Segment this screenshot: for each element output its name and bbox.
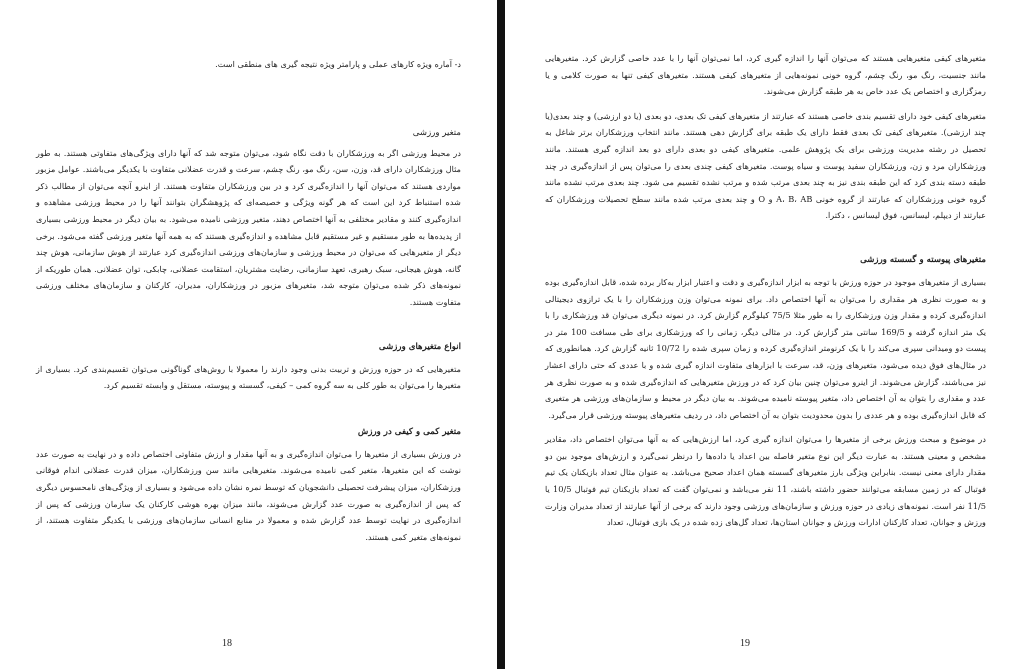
page-number: 19 [740,638,750,649]
page-number: 18 [222,638,232,649]
section-continuous-title: متغیرهای پیوسته و گسسته ورزشی [860,254,986,265]
section-types-title: انواع متغیرهای ورزشی [378,341,461,352]
section-quant-body: در ورزش بسیاری از متغیرها را می‌توان اندازه‌گیری و به آنها مقدار و ارزش متفاوتی اختصاص داده و در نهایت به صورت عدد نوشت که این متغیرها، متغیر کمی نامیده می‌شوند. متغیرهایی مانند سن ورزشکاران، میزان قدرت عضلانی اندام فوقانی ورزشکاران، میزان پیشرفت تحصیلی دانشجویان که توسط نمره نشان داده می‌شود و بسیاری از ویژگی‌های نامحسوس دیگری که پس از اندازه‌گیری به صورت عدد گزارش می‌شوند، مانند میزان بهره هوشی کارکنان یک سازمان ورزشی که پس از اندازه‌گیری در نهایت توسط عدد گزارش شده و معمولا در منابع انسانی سازمان‌های ورزشی با یکدیگر متفاوت هستند، از نمونه‌های متغیر کمی هستند. [36,448,461,542]
section-variable-body: در محیط ورزشی اگر به ورزشکاران با دقت نگاه شود، می‌توان متوجه شد که آنها دارای ویژگی‌های متفاوتی هستند. به طور مثال ورزشکاران دارای قد، وزن، سن، رنگ مو، رنگ چشم، سرعت و قدرت عضلانی متفاوت با یکدیگر می‌باشند. عوامل مزبور مواردی هستند که می‌توان آنها را اندازه‌گیری کرد و در بین ورزشکاران متفاوت هستند. از اینرو آنچه می‌توان از مطالب ذکر شده استنباط کرد این است که هر گونه ویژگی و خصیصه‌ای که پژوهشگران بتوانند آنها را در محیط ورزشی مشاهده و اندازه‌گیری کنند و مقادیر مختلفی به آنها اختصاص دهند، متغیر ورزشی نامیده می‌شود. به بیان دیگر در محیط ورزشی بسیاری از پدیده‌ها به طور مستقیم و غیر مستقیم قابل مشاهده و اندازه‌گیری هستند که به همه آنها متغیر ورزشی گفته می‌شود. برخی دیگر از متغیرهایی که می‌توان در محیط ورزشی و سازمان‌های ورزشی اندازه‌گیری کرد عبارتند از هوش سازمانی، هوش چند گانه، هوش هیجانی، سبک رهبری، تعهد سازمانی، رضایت مشتریان، استقامت عضلانی، چابکی، توان عضلانی. همان طوریکه از نمونه‌های ذکر شده می‌توان متوجه شد، متغیرهای مزبور در ورزشکاران، مدیران، کارکنان و سازمان‌های مختلف ورزشی متفاوت هستند. [36,147,461,307]
para-discrete: در موضوع و مبحث ورزش برخی از متغیرها را می‌توان اندازه گیری کرد، اما ارزش‌هایی که به آنها می‌توان اختصاص داد، مقادیر مشخص و معینی هستند. به عبارت دیگر این نوع متغیر فاصله بین اعداد یا داده‌ها را درنظر نمی‌گیرد و ارزش‌های موجود بین دو مقدار دارای معنی نیست. بنابراین ویژگی بارز متغیرهای گسسته همان اعداد صحیح می‌باشد. به عنوان مثال تعداد بازیکنان یک تیم فوتبال که در زمین مسابقه می‌توانند حضور داشته باشند، 11 نفر می‌باشد و نمی‌توان گفت که تعداد بازیکنان تیم فوتبال 10/5 یا 11/5 نفر است. نمونه‌های زیادی در حوزه ورزش و سازمان‌های ورزشی وجود دارند که برخی از آنها عبارتند از تعداد مدیران وزارت ورزش و جوانان، تعداد کارکنان ادارات ورزش و جوانان استان‌ها، تعداد گل‌های زده شده در یک بازی فوتبال، تعداد [545,434,986,528]
section-quant-title: متغیر کمی و کیفی در ورزش [357,426,461,437]
intro-line: د- آماره ویژه کارهای عملی و پارامتر ویژه نتیجه گیری های منطقی است. [215,59,461,69]
right-page [505,0,1024,669]
para-categories: متغیرهای کیفی خود دارای تقسیم بندی خاصی هستند که عبارتند از متغیرهای کیفی تک بعدی، دو بعدی (یا دو ارزشی) و چند بعدی(یا چند ارزشی). متغیرهای کیفی تک بعدی فقط دارای یک طبقه برای گزارش دهی هستند. مانند انتخاب ورزشکاران برتر شاغل به تحصیل در رشته مدیریت ورزشی برای یک پژوهش علمی. متغیرهای کیفی دو بعدی دارای دو بعد اندازه گیری هستند. مانند ورزشکاران مرد و زن، ورزشکاران سفید پوست و سیاه پوست. متغیرهای کیفی چندی بعدی را می‌توان پس از اندازه‌گیری در چند طبقه دسته بندی کرد که این طبقه بندی نیز به چند بعدی مرتب شده و مرتب نشده تقسیم می شود. چند بعدی مرتب نشده مانند گروه خونی ورزشکاران که عبارتند از گروه خونی A، B، AB و O و چند بعدی مرتب شده مانند سطح تحصیلات ورزشکاران که عبارتند از دیپلم، لیسانس، فوق لیسانس ، دکترا. [545,110,987,221]
book-gutter [497,0,505,669]
para-continuous: بسیاری از متغیرهای موجود در حوزه ورزش با توجه به ابزار اندازه‌گیری و دقت و اعتبار ابزار به‌کار برده شده، قابل اندازه‌گیری بوده و به صورت نظری هر مقداری را می‌توان به آنها اختصاص داد. برای نمونه می‌توان وزن ورزشکاران را با یک ترازوی دیجیتالی اندازه‌گیری کرده و مقدار وزن ورزشکاری را به طور مثلا 75/5 کیلوگرم گزارش کرد. در نمونه دیگری می‌توان قد ورزشکاری را با یک متر اندازه گرفته و 169/5 سانتی متر گزارش کرد. در مثالی دیگر، زمانی را که ورزشکاری برای طی مسافت 100 متر در پیست دو ومیدانی سپری می‌کند را با یک کرنومتر اندازه‌گیری کرده و زمان سپری شده را 10/72 ثانیه گزارش کرد. همانطوری که در مثال‌های فوق دیده می‌شود، متغیرهای وزن، قد، سرعت با ابزارهای متفاوت اندازه گیری شده و با عددی که حتی دارای اعشار نیز می‌باشند، گزارش می‌شوند. از اینرو می‌توان چنین بیان کرد که در ورزش متغیرهایی که اندازه‌گیری شده و به صورت نظری هر عدد و مقداری را بتوان به آن اختصاص داد، متغیر پیوسته نامیده می‌شوند. به بیان دیگر در محیط و سازمان‌های ورزشی هر متغیری که قابل اندازه‌گیری بوده و هر عددی را بدون محدودیت بتوان به آن اختصاص داد، در ردیف متغیرهای پیوسته ورزشی قرار می‌گیرد. [545,276,987,420]
left-page [0,0,497,669]
section-variable-title: متغیر ورزشی [412,127,461,138]
section-types-body: متغیرهایی که در حوزه ورزش و تربیت بدنی وجود دارند را معمولا با روش‌های گوناگونی می‌توان تقسیم‌بندی کرد. بسیاری از متغیرها را می‌توان به طور کلی به سه گروه کمی – کیفی، گسسته و پیوسته، مستقل و وابسته تقسیم کرد. [36,363,461,391]
para-qualitative: متغیرهای کیفی متغیرهایی هستند که می‌توان آنها را اندازه گیری کرد، اما نمی‌توان آنها را با عدد خاصی گزارش کرد. متغیرهایی مانند جنسیت، رنگ مو، رنگ چشم، گروه خونی نمونه‌هایی از متغیرهای کیفی هستند. متغیرهای کیفی تنها به صورت کلامی و یا رمزگزاری و اختصاص یک عدد خاص به هر طبقه گزارش می‌شوند. [545,53,986,97]
